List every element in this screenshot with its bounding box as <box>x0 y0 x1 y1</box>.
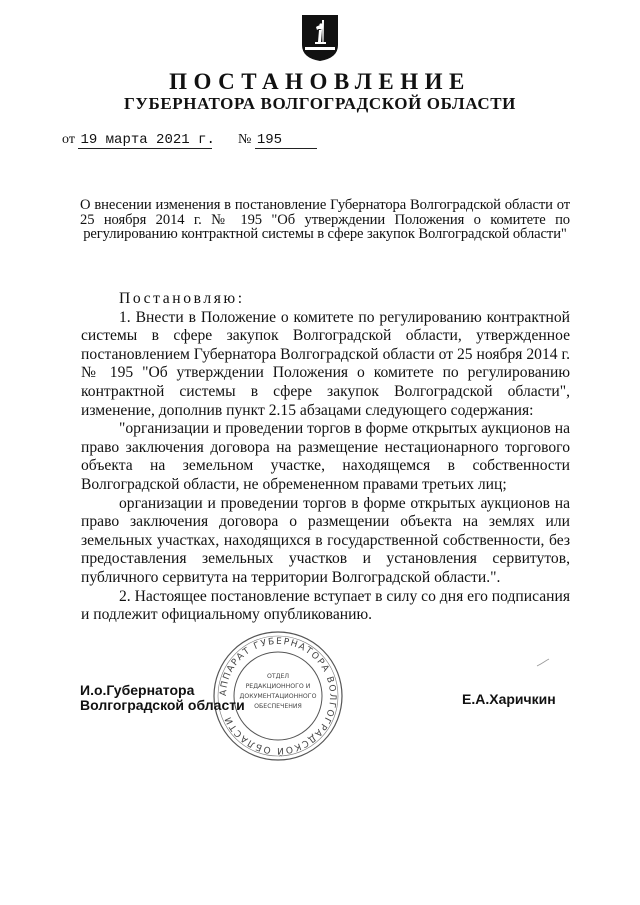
paragraph-4: 2. Настоящее постановление вступает в силу со дня его подписания и подлежит официальному опубликованию. <box>81 587 570 624</box>
decree-word: Постановляю: <box>119 290 245 307</box>
document-body <box>81 290 570 625</box>
document-title: ПОСТАНОВЛЕНИЕ <box>169 69 471 94</box>
stamp-line-1: ОТДЕЛ <box>266 673 290 680</box>
signer-position-line-1: И.о.Губернатора <box>80 682 195 698</box>
signer-name: Е.А.Харичкин <box>462 691 556 707</box>
stamp-line-3: ДОКУМЕНТАЦИОННОГО <box>239 693 317 700</box>
document-heading: О внесении изменения в постановление Губернатора Волгоградской области от 25 ноября 2014 г. № 195 "Об утверждении Положения о комитете по регулированию контрактной системы в сфере закупок Волгоградской области" <box>80 197 570 242</box>
volgograd-emblem-icon <box>301 14 339 62</box>
number-value: 195 <box>255 133 317 149</box>
paragraph-1: 1. Внести в Положение о комитете по регулированию контрактной системы в сфере закупок Волгоградской области, утвержденное постановлением Губернатора Волгоградской области от 25 ноября 2014 г. № 195 "Об утверждении Положения о комитете по регулированию контрактной системы в сфере закупок Волгоградской области", изменение, дополнив пункт 2.15 абзацами следующего содержания: <box>81 308 570 419</box>
pen-mark-icon <box>536 658 550 668</box>
signer-position <box>80 683 245 713</box>
document-subtitle: ГУБЕРНАТОРА ВОЛГОГРАДСКОЙ ОБЛАСТИ <box>124 94 516 113</box>
paragraph-3: организации и проведении торгов в форме открытых аукционов на право заключения договора о размещении объекта на землях или земельных участках, находящихся в государственной собственности, без предоставления земельных участков и установления сервитутов, публичного сервитута на территории Волгоградской области.". <box>81 494 570 586</box>
date-value: 19 марта 2021 г. <box>80 132 215 148</box>
stamp-line-4: ОБЕСПЕЧЕНИЯ <box>254 703 302 710</box>
number-field <box>238 132 317 149</box>
number-label: № <box>238 132 252 147</box>
date-field <box>62 132 215 149</box>
date-label: от <box>62 132 75 147</box>
paragraph-2: "организации и проведении торгов в форме открытых аукционов на право заключения договора на размещение нестационарного торгового объекта на земельном участке, находящемся в собственности Волгоградской области, не обремененном правами третьих лиц; <box>81 420 570 493</box>
stamp-ring-text: АППАРАТ ГУБЕРНАТОРА ВОЛГОГРАДСКОЙ ОБЛАСТИ <box>218 636 338 756</box>
signer-position-line-2: Волгоградской области <box>80 697 245 713</box>
stamp-line-2: РЕДАКЦИОННОГО И <box>245 683 311 690</box>
